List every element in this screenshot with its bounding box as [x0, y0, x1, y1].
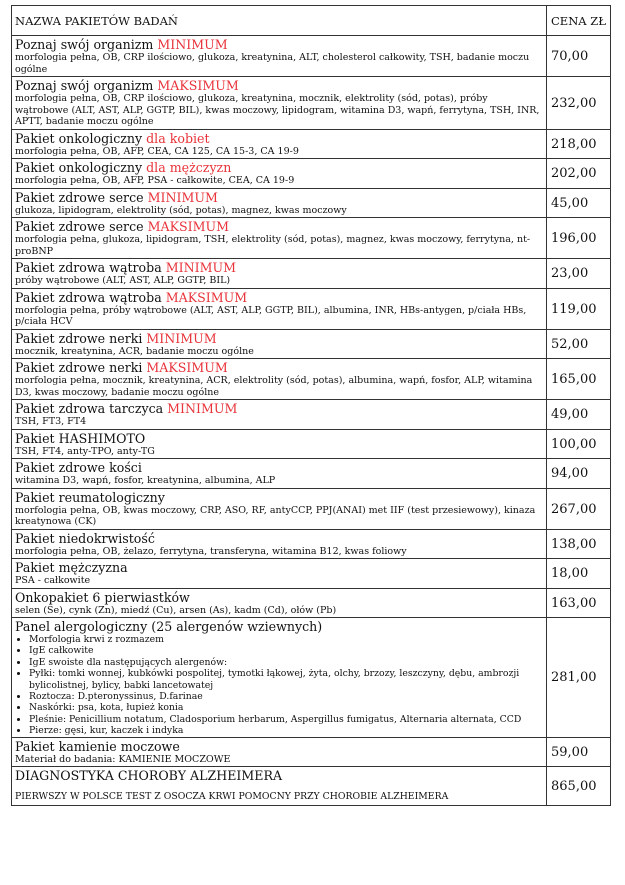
package-name: Poznaj swój organizm: [15, 37, 158, 52]
package-name: Pakiet zdrowa tarczyca: [15, 401, 168, 416]
list-item: • Roztocza: D.pteronyssinus, D.farinae: [29, 691, 543, 702]
table-row: [12, 488, 611, 529]
package-title: [15, 401, 543, 416]
package-title: [15, 460, 543, 475]
package-price: 232,00: [547, 77, 611, 130]
table-row: [12, 288, 611, 329]
table-row: [12, 559, 611, 589]
stones-title: Pakiet kamienie moczowe: [15, 738, 180, 754]
list-item: • IgE swoiste dla następujących alergenów:: [29, 657, 543, 668]
package-description: próby wątrobowe (ALT, AST, ALP, GGTP, BIL): [15, 275, 231, 286]
package-name: Pakiet zdrowa wątroba: [15, 260, 166, 275]
package-variant: MAKSIMUM: [165, 289, 248, 305]
table-row: [12, 218, 611, 259]
package-description: glukoza, lipidogram, elektrolity (sód, potas), magnez, kwas moczowy: [15, 204, 347, 216]
package-description: morfologia pełna, próby wątrobowe (ALT, AST, ALP, GGTP, BIL), albumina, INR, HBs-antygen, p/ciała HBs, p/ciała HCV: [15, 304, 527, 327]
package-price: 49,00: [547, 400, 611, 430]
table-row: [12, 188, 611, 218]
package-price: 52,00: [547, 329, 611, 359]
table-row: [12, 767, 611, 806]
package-price: 138,00: [547, 529, 611, 559]
package-title: [15, 431, 543, 446]
package-variant: MINIMUM: [147, 189, 218, 205]
package-price: 267,00: [547, 488, 611, 529]
package-description: PSA - całkowite: [15, 575, 91, 586]
package-name: Pakiet onkologiczny: [15, 160, 147, 175]
table-row: [12, 618, 611, 738]
package-price: 218,00: [547, 129, 611, 159]
package-description: morfologia pełna, OB, kwas moczowy, CRP, ASO, RF, antyCCP, PPJ(ANAI) met IIF (test przesiewowy), kinaza kreatynowa (CK): [15, 504, 536, 527]
list-item: • Naskórki: psa, kota, łupież konia: [29, 702, 543, 713]
package-cell: [12, 559, 547, 589]
package-cell: [12, 77, 547, 130]
package-cell: [12, 159, 547, 189]
package-price: 163,00: [547, 588, 611, 618]
package-name: Pakiet mężczyzna: [15, 560, 128, 575]
package-cell: [12, 400, 547, 430]
list-item: • Pierze: gęsi, kur, kaczek i indyka: [29, 725, 543, 736]
package-price: 18,00: [547, 559, 611, 589]
package-variant: MAKSIMUM: [157, 78, 239, 93]
package-title: [15, 290, 543, 305]
package-price: 94,00: [547, 459, 611, 489]
package-name: Pakiet zdrowe nerki: [15, 330, 147, 346]
price-list: [11, 5, 611, 806]
package-title: [15, 78, 543, 93]
package-variant: MAKSIMUM: [147, 219, 229, 234]
package-variant: dla kobiet: [146, 130, 210, 146]
list-item: • IgE całkowite: [29, 645, 543, 656]
package-description: witamina D3, wapń, fosfor, kreatynina, albumina, ALP: [15, 475, 276, 486]
table-row: [12, 359, 611, 400]
package-variant: MAKSIMUM: [146, 360, 228, 375]
package-cell: [12, 36, 547, 77]
list-item: • Morfologia krwi z rozmazem: [29, 634, 543, 645]
package-title: [15, 219, 543, 234]
package-title: [15, 260, 543, 275]
package-description: mocznik, kreatynina, ACR, badanie moczu ogólne: [15, 345, 254, 357]
package-name: Pakiet onkologiczny: [15, 130, 147, 146]
allergy-cell: [12, 618, 547, 738]
package-title: [15, 37, 543, 52]
packages-table: [11, 5, 611, 806]
package-title: [15, 531, 543, 546]
table-row: [12, 259, 611, 289]
alzheimer-description: PIERWSZY W POLSCE TEST Z OSOCZA KRWI POMOCNY PRZY CHOROBIE ALZHEIMERA: [15, 791, 449, 803]
list-item: • Pleśnie: Penicillium notatum, Cladosporium herbarum, Aspergillus fumigatus, Alternaria alternata, CCD: [29, 714, 543, 725]
package-cell: [12, 459, 547, 489]
package-description: morfologia pełna, OB, AFP, CEA, CA 125, CA 15-3, CA 19-9: [15, 145, 299, 157]
package-title: [15, 131, 543, 146]
allergy-title: Panel alergologiczny (25 alergenów wziewnych): [15, 619, 323, 634]
table-row: [12, 588, 611, 618]
stones-cell: [12, 737, 547, 767]
package-price: 165,00: [547, 359, 611, 400]
package-title: [15, 590, 543, 605]
package-title: [15, 560, 543, 575]
table-row: [12, 529, 611, 559]
package-variant: dla mężczyzn: [146, 160, 232, 175]
package-price: 196,00: [547, 218, 611, 259]
stones-price: 59,00: [547, 737, 611, 767]
package-name: Pakiet niedokrwistość: [15, 530, 155, 546]
package-name: Onkopakiet 6 pierwiastków: [15, 589, 190, 605]
table-row: [12, 429, 611, 459]
package-name: Poznaj swój organizm: [15, 78, 158, 93]
package-cell: [12, 188, 547, 218]
allergy-price: 281,00: [547, 618, 611, 738]
stones-description: Materiał do badania: KAMIENIE MOCZOWE: [15, 753, 231, 765]
package-variant: MINIMUM: [165, 260, 236, 275]
package-cell: [12, 259, 547, 289]
package-price: 119,00: [547, 288, 611, 329]
alzheimer-title: DIAGNOSTYKA CHOROBY ALZHEIMERA: [15, 768, 283, 784]
package-price: 45,00: [547, 188, 611, 218]
package-price: 100,00: [547, 429, 611, 459]
package-title: [15, 160, 543, 175]
table-row: [12, 129, 611, 159]
package-name: Pakiet zdrowe serce: [15, 189, 148, 205]
package-description: morfologia pełna, OB, AFP, PSA - całkowite, CEA, CA 19-9: [15, 175, 295, 186]
name-column-header: NAZWA PAKIETÓW BADAŃ: [12, 6, 547, 36]
package-name: Pakiet HASHIMOTO: [15, 430, 146, 446]
table-row: [12, 737, 611, 767]
package-variant: MINIMUM: [146, 330, 217, 346]
package-price: 70,00: [547, 36, 611, 77]
package-price: 23,00: [547, 259, 611, 289]
package-name: Pakiet zdrowa wątroba: [15, 289, 166, 305]
allergy-list: [15, 634, 543, 737]
package-description: morfologia pełna, OB, CRP ilościowo, glukoza, kreatynina, ALT, cholesterol całkowity, TSH, badanie moczu ogólne: [15, 52, 530, 75]
table-row: [12, 77, 611, 130]
package-description: morfologia pełna, mocznik, kreatynina, ACR, elektrolity (sód, potas), albumina, wapń, fosfor, ALP, witamina D3, kwas moczowy, badanie moczu ogólne: [15, 375, 533, 398]
package-variant: MINIMUM: [157, 37, 228, 52]
package-name: Pakiet zdrowe nerki: [15, 360, 147, 375]
table-row: [12, 159, 611, 189]
package-title: [15, 331, 543, 346]
package-description: TSH, FT3, FT4: [15, 416, 87, 427]
package-cell: [12, 129, 547, 159]
package-title: [15, 190, 543, 205]
package-name: Pakiet reumatologiczny: [15, 489, 165, 505]
package-variant: MINIMUM: [167, 401, 238, 416]
package-description: TSH, FT4, anty-TPO, anty-TG: [15, 445, 155, 457]
table-row: [12, 329, 611, 359]
package-name: Pakiet zdrowe kości: [15, 460, 142, 475]
package-description: selen (Se), cynk (Zn), miedź (Cu), arsen (As), kadm (Cd), ołów (Pb): [15, 604, 337, 616]
package-title: [15, 360, 543, 375]
table-row: [12, 400, 611, 430]
table-row: [12, 459, 611, 489]
package-cell: [12, 288, 547, 329]
table-header-row: [12, 6, 611, 36]
package-cell: [12, 588, 547, 618]
package-description: morfologia pełna, glukoza, lipidogram, TSH, elektrolity (sód, potas), magnez, kwas moczowy, ferrytyna, nt-proBNP: [15, 234, 531, 257]
package-cell: [12, 329, 547, 359]
alzheimer-price: 865,00: [547, 767, 611, 806]
package-price: 202,00: [547, 159, 611, 189]
package-description: morfologia pełna, OB, CRP ilościowo, glukoza, kreatynina, mocznik, elektrolity (sód, potas), próby wątrobowe (ALT, AST, ALP, GGTP, BIL), kwas moczowy, lipidogram, witamina D3, wapń, ferrytyna, TSH, INR, APTT, badanie moczu ogólne: [15, 93, 540, 127]
package-description: morfologia pełna, OB, żelazo, ferrytyna, transferyna, witamina B12, kwas foliowy: [15, 545, 407, 557]
package-cell: [12, 429, 547, 459]
price-column-header: CENA ZŁ: [547, 6, 611, 36]
alzheimer-cell: [12, 767, 547, 806]
package-cell: [12, 359, 547, 400]
package-cell: [12, 529, 547, 559]
package-title: [15, 490, 543, 505]
table-row: [12, 36, 611, 77]
package-name: Pakiet zdrowe serce: [15, 219, 148, 234]
list-item: • Pyłki: tomki wonnej, kubkówki pospolitej, tymotki łąkowej, żyta, olchy, brzozy, leszczyny, dębu, ambrozji bylicolistnej, bylicy, babki lancetowatej: [29, 668, 543, 691]
package-cell: [12, 218, 547, 259]
package-cell: [12, 488, 547, 529]
